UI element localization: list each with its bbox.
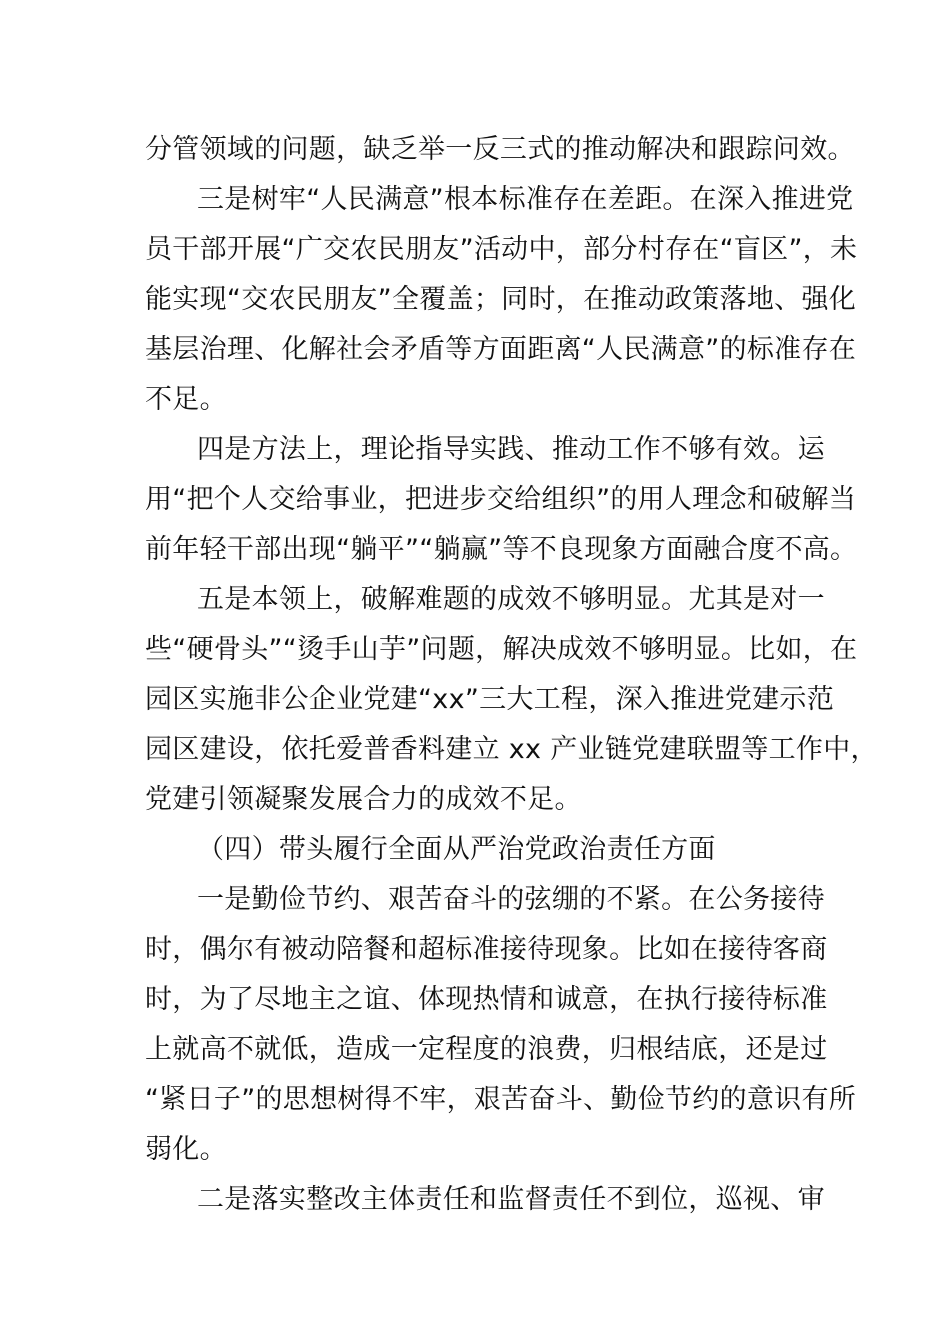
- text-line: 弱化。: [145, 1134, 227, 1165]
- text-line: 能实现“交农民朋友”全覆盖；同时，在推动政策落地、强化: [145, 284, 857, 315]
- text-line: 前年轻干部出现“躺平”“躺赢”等不良现象方面融合度不高。: [145, 534, 858, 565]
- paragraph-start-line: 五是本领上，破解难题的成效不够明显。尤其是对一: [197, 584, 825, 615]
- text-line: 些“硬骨头”“烫手山芋”问题，解决成效不够明显。比如，在: [145, 634, 858, 665]
- text-line: “紧日子”的思想树得不牢，艰苦奋斗、勤俭节约的意识有所: [145, 1084, 857, 1115]
- text-line: 园区实施非公企业党建“xx”三大工程，深入推进党建示范: [145, 684, 835, 715]
- paragraph-start-line: 一是勤俭节约、艰苦奋斗的弦绷的不紧。在公务接待: [197, 884, 825, 915]
- text-line: 党建引领凝聚发展合力的成效不足。: [145, 784, 582, 815]
- text-line: 不足。: [145, 384, 227, 415]
- text-line: 时，为了尽地主之谊、体现热情和诚意，在执行接待标准: [145, 984, 828, 1015]
- text-line: 上就高不就低，造成一定程度的浪费，归根结底，还是过: [145, 1034, 828, 1065]
- text-line: 用“把个人交给事业，把进步交给组织”的用人理念和破解当: [145, 484, 857, 515]
- paragraph-start-line: 四是方法上，理论指导实践、推动工作不够有效。运: [197, 434, 825, 465]
- text-line: 基层治理、化解社会矛盾等方面距离“人民满意”的标准存在: [145, 334, 857, 365]
- text-line: 员干部开展“广交农民朋友”活动中，部分村存在“盲区”，未: [145, 234, 858, 265]
- text-line: 园区建设，依托爱普香料建立 xx 产业链党建联盟等工作中，: [145, 734, 878, 765]
- paragraph-start-line: 三是树牢“人民满意”根本标准存在差距。在深入推进党: [197, 184, 854, 215]
- text-line: 分管领域的问题，缺乏举一反三式的推动解决和跟踪问效。: [145, 134, 855, 165]
- text-line: 时，偶尔有被动陪餐和超标准接待现象。比如在接待客商: [145, 934, 828, 965]
- section-heading: （四）带头履行全面从严治党政治责任方面: [197, 834, 716, 865]
- paragraph-start-line: 二是落实整改主体责任和监督责任不到位，巡视、审: [197, 1184, 825, 1215]
